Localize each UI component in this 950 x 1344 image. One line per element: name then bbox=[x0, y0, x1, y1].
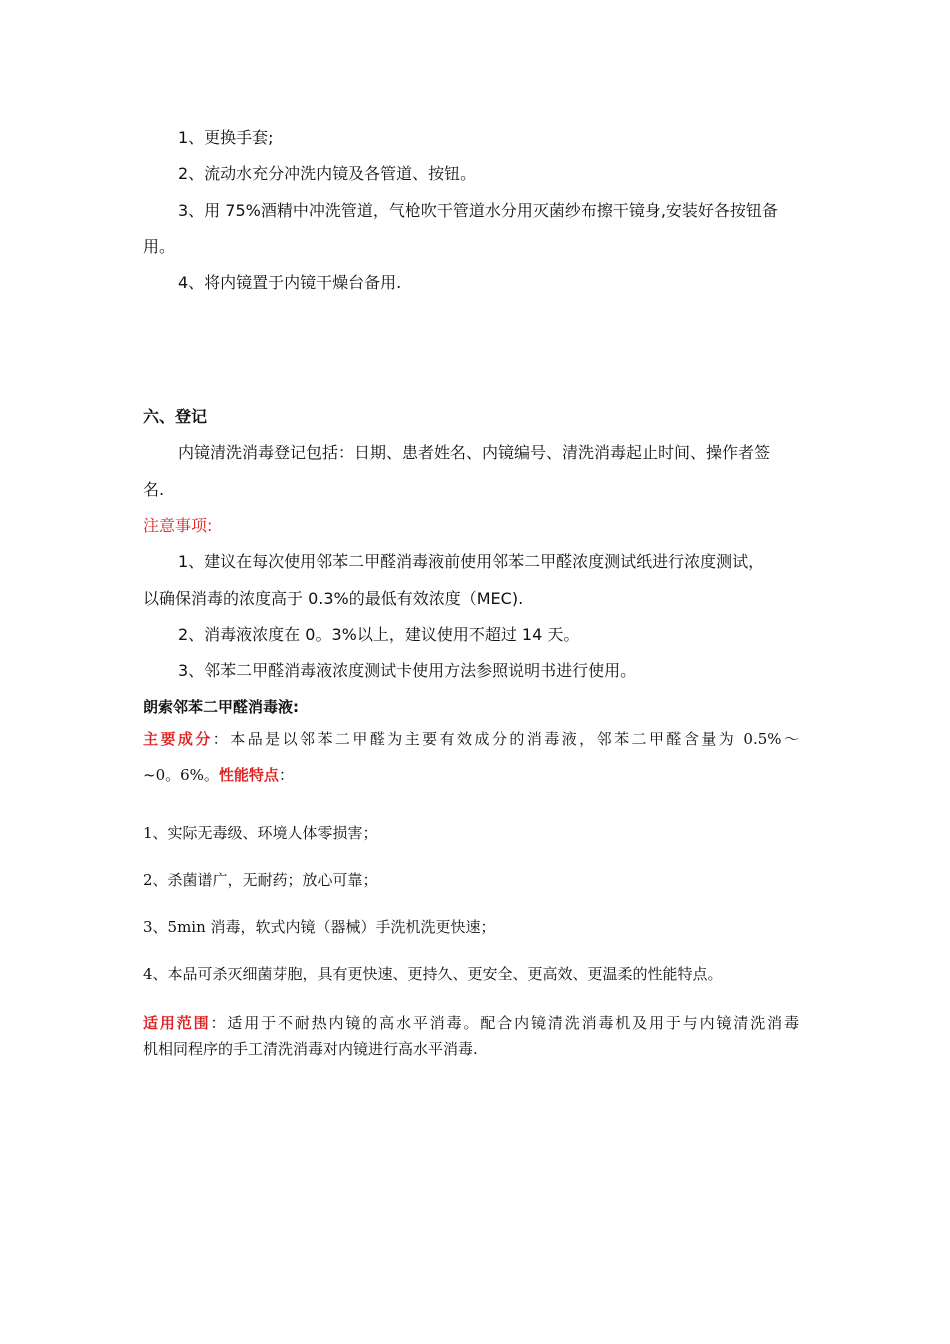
ingredient-line bbox=[143, 729, 799, 749]
step-4: 4、将内镜置于内镜干燥台备用. bbox=[178, 273, 402, 292]
notes-heading: 注意事项: bbox=[143, 516, 213, 535]
step-1: 1、更换手套; bbox=[178, 128, 274, 147]
registration-body-line1: 内镜清洗消毒登记包括：日期、患者姓名、内镜编号、清洗消毒起止时间、操作者签 bbox=[178, 443, 771, 462]
scope-line2: 机相同程序的手工清洗消毒对内镜进行高水平消毒. bbox=[143, 1040, 478, 1058]
product-heading: 朗索邻苯二甲醛消毒液: bbox=[143, 698, 299, 716]
ingredient-label: 主要成分 bbox=[143, 730, 213, 748]
registration-body-line2: 名. bbox=[143, 480, 165, 499]
feature-1: 1、实际无毒级、环境人体零损害； bbox=[143, 824, 378, 842]
note-3: 3、邻苯二甲醛消毒液浓度测试卡使用方法参照说明书进行使用。 bbox=[178, 661, 637, 680]
scope-label: 适用范围 bbox=[143, 1014, 211, 1032]
note-2: 2、消毒液浓度在 0。3%以上，建议使用不超过 14 天。 bbox=[178, 625, 580, 644]
feature-2: 2、杀菌谱广，无耐药；放心可靠； bbox=[143, 871, 378, 889]
scope-text: ：适用于不耐热内镜的高水平消毒。配合内镜清洗消毒机及用于与内镜清洗消毒 bbox=[210, 1014, 799, 1032]
ingredient-text: ：本品是以邻苯二甲醛为主要有效成分的消毒液，邻苯二甲醛含量为 0.5%～ bbox=[212, 730, 799, 748]
step-2: 2、流动水充分冲洗内镜及各管道、按钮。 bbox=[178, 164, 477, 183]
step-3-continued: 用。 bbox=[143, 237, 176, 256]
registration-heading: 六、登记 bbox=[143, 407, 208, 426]
scope-line bbox=[143, 1013, 799, 1033]
ingredient-continuation: ~0。6%。 bbox=[143, 766, 219, 784]
feature-colon: ： bbox=[278, 766, 294, 784]
feature-3: 3、5min 消毒，软式内镜（器械）手洗机洗更快速； bbox=[143, 918, 496, 936]
note-1-line1: 1、建议在每次使用邻苯二甲醛消毒液前使用邻苯二甲醛浓度测试纸进行浓度测试， bbox=[178, 552, 765, 571]
feature-label: 性能特点 bbox=[218, 766, 279, 784]
ingredient-line2 bbox=[143, 765, 294, 785]
note-1-line2: 以确保消毒的浓度高于 0.3%的最低有效浓度（MEC). bbox=[143, 589, 524, 608]
feature-4: 4、本品可杀灭细菌芽胞，具有更快速、更持久、更安全、更高效、更温柔的性能特点。 bbox=[143, 965, 723, 983]
step-3: 3、用 75%酒精中冲洗管道，气枪吹干管道水分用灭菌纱布擦干镜身,安装好各按钮备 bbox=[178, 201, 778, 220]
